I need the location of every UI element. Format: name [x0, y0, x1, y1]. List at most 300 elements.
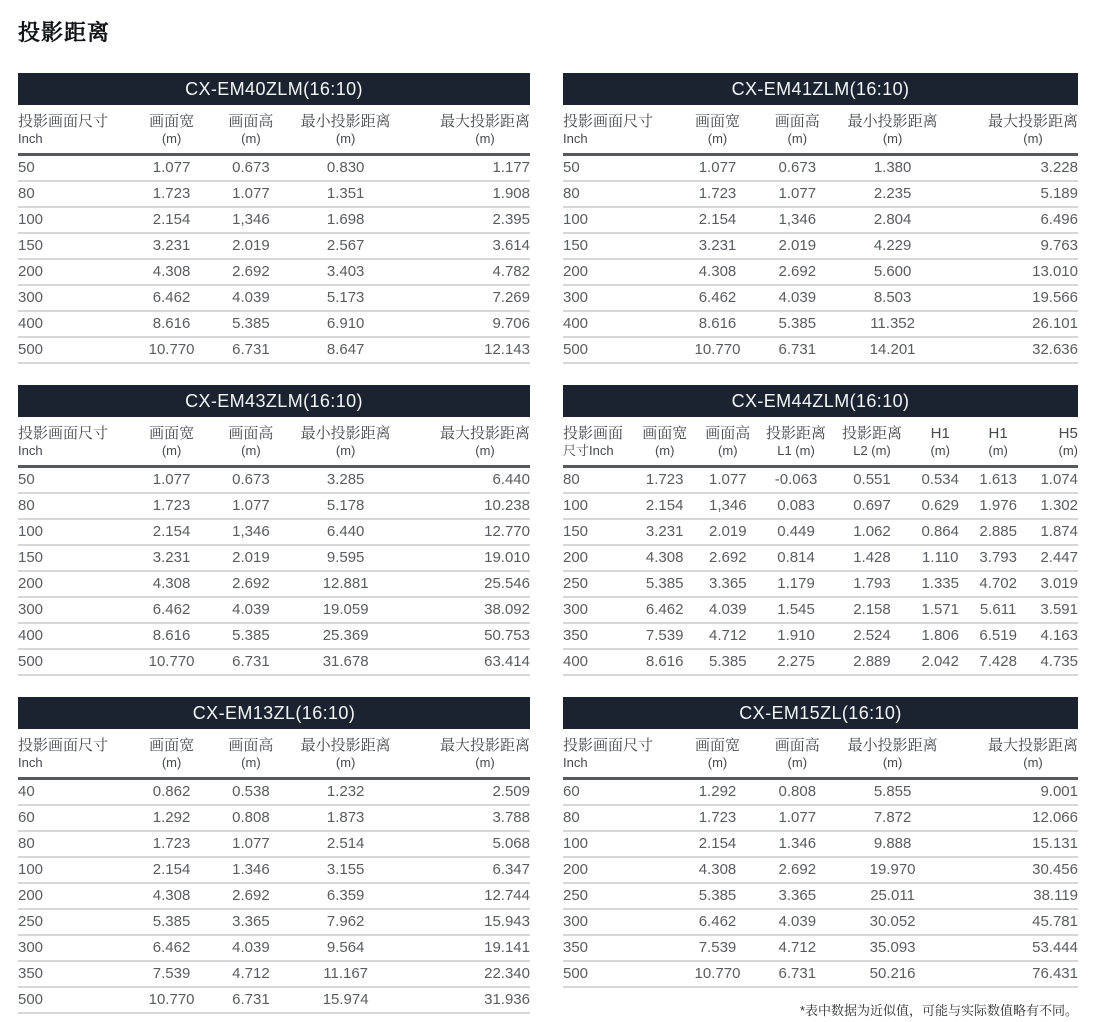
table-cell: 10.770	[676, 337, 758, 363]
table-cell: 1.793	[833, 571, 910, 597]
table-cell: 500	[18, 337, 131, 363]
table-cell: 1.723	[633, 467, 697, 494]
table-cell: 9.001	[949, 779, 1078, 806]
table-cell: 53.444	[949, 935, 1078, 961]
table-cell: 0.083	[759, 493, 834, 519]
table-cell: 100	[563, 207, 676, 233]
table-cell: 1.292	[676, 779, 758, 806]
table-cell: 1.335	[911, 571, 970, 597]
table-cell: 1.077	[213, 493, 290, 519]
table-cell: -0.063	[759, 467, 834, 494]
table-cell: 200	[563, 857, 676, 883]
table-cell: 1.351	[289, 181, 402, 207]
table-cell: 5.189	[949, 181, 1078, 207]
table-cell: 2.154	[131, 519, 213, 545]
column-header: 投影画面尺寸 Inch	[18, 105, 131, 155]
table-cell: 2.509	[402, 779, 530, 806]
table-row	[563, 181, 1078, 207]
table-cell: 0.449	[759, 519, 834, 545]
table-cell: 6.496	[949, 207, 1078, 233]
column-header: 投影画面 尺寸Inch	[563, 417, 633, 467]
table-cell: 19.059	[289, 597, 402, 623]
table-cell: 1.077	[676, 155, 758, 182]
table-cx-em40zlm	[18, 73, 530, 364]
table-cell: 6.462	[131, 285, 213, 311]
table-row	[18, 233, 530, 259]
table-cell: 300	[18, 935, 131, 961]
table-cell: 5.600	[836, 259, 949, 285]
table-cell: 2.692	[213, 259, 290, 285]
table-cell: 6.731	[213, 337, 290, 363]
table-cell: 1.428	[833, 545, 910, 571]
table-cell: 500	[563, 961, 676, 987]
table-row	[563, 935, 1078, 961]
table-cell: 2.019	[213, 233, 290, 259]
tables-grid	[18, 73, 1078, 1019]
table-cell: 1.077	[131, 467, 213, 494]
table-cell: 4.229	[836, 233, 949, 259]
table-cell: 4.712	[759, 935, 836, 961]
table-cell: 6.462	[131, 597, 213, 623]
table-row	[563, 779, 1078, 806]
column-header: 最大投影距离 (m)	[402, 105, 530, 155]
table-row	[18, 285, 530, 311]
table-cell: 4.039	[697, 597, 759, 623]
table-title: CX-EM40ZLM(16:10)	[18, 73, 530, 105]
table-row	[18, 779, 530, 806]
table-cell: 2.154	[676, 831, 758, 857]
table-cell: 500	[18, 649, 131, 675]
table-cell: 0.551	[833, 467, 910, 494]
header-row	[563, 729, 1078, 779]
column-header: 最大投影距离 (m)	[402, 417, 530, 467]
table-cell: 0.673	[213, 155, 290, 182]
table-cell: 4.782	[402, 259, 530, 285]
table-row	[563, 493, 1078, 519]
table-row	[563, 857, 1078, 883]
table-cell: 0.808	[213, 805, 290, 831]
table-cell: 100	[18, 519, 131, 545]
table-row	[563, 207, 1078, 233]
table-row	[18, 571, 530, 597]
column-header: 画面宽 (m)	[676, 729, 758, 779]
column-header: 最小投影距离 (m)	[289, 729, 402, 779]
table-cell: 8.616	[676, 311, 758, 337]
table-cell: 1.077	[213, 181, 290, 207]
table-cell: 5.385	[697, 649, 759, 675]
table-cell: 19.010	[402, 545, 530, 571]
table-cell: 5.173	[289, 285, 402, 311]
table-cell: 9.763	[949, 233, 1078, 259]
table-cell: 400	[563, 649, 633, 675]
column-header: 最小投影距离 (m)	[289, 105, 402, 155]
table-cell: 3.231	[633, 519, 697, 545]
table-row	[18, 857, 530, 883]
table-cell: 2.154	[131, 207, 213, 233]
table-row	[563, 519, 1078, 545]
table-cell: 15.943	[402, 909, 530, 935]
table-cell: 6.731	[759, 961, 836, 987]
table-cell: 80	[563, 467, 633, 494]
table-cell: 1.571	[911, 597, 970, 623]
table-row	[18, 493, 530, 519]
table-cell: 5.068	[402, 831, 530, 857]
table-cell: 60	[18, 805, 131, 831]
table-cell: 50.216	[836, 961, 949, 987]
table-cell: 2.567	[289, 233, 402, 259]
table-cell: 150	[563, 519, 633, 545]
table-cell: 4.702	[970, 571, 1027, 597]
table-cell: 1.062	[833, 519, 910, 545]
table-cell: 1.302	[1026, 493, 1078, 519]
table-cell: 80	[18, 493, 131, 519]
table-cell: 10.770	[131, 337, 213, 363]
table-cell: 8.616	[131, 311, 213, 337]
column-header: H5 (m)	[1026, 417, 1078, 467]
table-cell: 350	[563, 935, 676, 961]
table-cell: 400	[18, 623, 131, 649]
column-header: 画面高 (m)	[213, 105, 290, 155]
table-cell: 1.723	[676, 805, 758, 831]
table-cell: 3.365	[697, 571, 759, 597]
table-cell: 7.962	[289, 909, 402, 935]
table-row	[18, 181, 530, 207]
table-cell: 350	[563, 623, 633, 649]
column-header: 画面宽 (m)	[676, 105, 758, 155]
table-row	[563, 285, 1078, 311]
table-cell: 4.039	[759, 285, 836, 311]
table-cell: 80	[563, 805, 676, 831]
table-cell: 0.830	[289, 155, 402, 182]
column-header: 最大投影距离 (m)	[949, 729, 1078, 779]
table-section-cx-em44zlm	[563, 385, 1078, 676]
column-header: 画面宽 (m)	[131, 105, 213, 155]
table-row	[563, 597, 1078, 623]
table-cell: 3.365	[759, 883, 836, 909]
table-cell: 200	[563, 259, 676, 285]
table-row	[563, 805, 1078, 831]
table-cell: 30.456	[949, 857, 1078, 883]
table-cell: 400	[18, 311, 131, 337]
table-cell: 3.228	[949, 155, 1078, 182]
table-cell: 19.141	[402, 935, 530, 961]
page-title: 投影距离	[18, 20, 111, 45]
table-row	[563, 909, 1078, 935]
table-cell: 1.908	[402, 181, 530, 207]
table-row	[563, 311, 1078, 337]
table-row	[18, 935, 530, 961]
table-cell: 1.346	[759, 831, 836, 857]
table-cell: 7.872	[836, 805, 949, 831]
table-cell: 31.678	[289, 649, 402, 675]
table-row	[18, 545, 530, 571]
table-cell: 250	[563, 571, 633, 597]
table-row	[18, 883, 530, 909]
column-header: 投影画面尺寸 Inch	[563, 729, 676, 779]
table-cell: 0.864	[911, 519, 970, 545]
table-cell: 5.385	[759, 311, 836, 337]
table-cell: 7.539	[633, 623, 697, 649]
table-cell: 2.885	[970, 519, 1027, 545]
table-cell: 12.066	[949, 805, 1078, 831]
table-cx-em43zlm	[18, 385, 530, 676]
table-cell: 60	[563, 779, 676, 806]
table-cx-em15zl	[563, 697, 1078, 988]
table-cell: 2.275	[759, 649, 834, 675]
table-cell: 3.231	[131, 233, 213, 259]
table-cell: 200	[18, 883, 131, 909]
table-cell: 300	[563, 285, 676, 311]
table-cell: 15.974	[289, 987, 402, 1013]
table-cell: 19.566	[949, 285, 1078, 311]
table-cell: 6.519	[970, 623, 1027, 649]
table-cell: 4.712	[213, 961, 290, 987]
table-cell: 6.347	[402, 857, 530, 883]
table-cell: 4.308	[131, 571, 213, 597]
table-cell: 2.514	[289, 831, 402, 857]
table-cell: 6.462	[633, 597, 697, 623]
table-cell: 0.538	[213, 779, 290, 806]
table-cell: 1.077	[131, 155, 213, 182]
table-row	[563, 961, 1078, 987]
table-cell: 14.201	[836, 337, 949, 363]
table-cell: 0.697	[833, 493, 910, 519]
column-header: 画面宽 (m)	[633, 417, 697, 467]
table-cell: 150	[18, 545, 131, 571]
column-header: 画面高 (m)	[697, 417, 759, 467]
table-cell: 3.231	[676, 233, 758, 259]
table-cell: 1.874	[1026, 519, 1078, 545]
table-cell: 2.019	[213, 545, 290, 571]
table-cell: 100	[563, 493, 633, 519]
table-cell: 1.232	[289, 779, 402, 806]
table-cell: 3.155	[289, 857, 402, 883]
table-cell: 1.292	[131, 805, 213, 831]
column-header: 画面高 (m)	[759, 105, 836, 155]
table-cell: 2.042	[911, 649, 970, 675]
table-cell: 1.910	[759, 623, 834, 649]
table-cell: 1.545	[759, 597, 834, 623]
table-row	[18, 597, 530, 623]
table-cell: 50	[18, 155, 131, 182]
table-cell: 2.235	[836, 181, 949, 207]
table-title: CX-EM41ZLM(16:10)	[563, 73, 1078, 105]
table-cell: 500	[563, 337, 676, 363]
table-cell: 350	[18, 961, 131, 987]
table-cell: 3.403	[289, 259, 402, 285]
table-cell: 7.428	[970, 649, 1027, 675]
table-cell: 1.179	[759, 571, 834, 597]
column-header: 最大投影距离 (m)	[949, 105, 1078, 155]
table-title: CX-EM44ZLM(16:10)	[563, 385, 1078, 417]
header-row	[18, 105, 530, 155]
table-cell: 1.698	[289, 207, 402, 233]
table-cell: 300	[18, 285, 131, 311]
table-row	[563, 259, 1078, 285]
table-row	[18, 311, 530, 337]
table-cell: 2.158	[833, 597, 910, 623]
table-cell: 0.534	[911, 467, 970, 494]
table-cell: 5.855	[836, 779, 949, 806]
column-header: 最小投影距离 (m)	[289, 417, 402, 467]
table-cx-em41zlm	[563, 73, 1078, 364]
column-header: 最大投影距离 (m)	[402, 729, 530, 779]
table-cell: 2.019	[759, 233, 836, 259]
table-cell: 1.976	[970, 493, 1027, 519]
data-table	[18, 729, 530, 1014]
table-cell: 1.723	[676, 181, 758, 207]
table-cell: 250	[18, 909, 131, 935]
table-row	[563, 155, 1078, 182]
header-row	[18, 417, 530, 467]
table-cell: 4.308	[633, 545, 697, 571]
table-row	[563, 649, 1078, 675]
table-cell: 3.614	[402, 233, 530, 259]
table-cell: 38.119	[949, 883, 1078, 909]
table-cell: 6.910	[289, 311, 402, 337]
table-cell: 150	[563, 233, 676, 259]
table-cell: 1,346	[213, 519, 290, 545]
table-cell: 2.154	[676, 207, 758, 233]
data-table	[563, 105, 1078, 364]
column-header: 投影画面尺寸 Inch	[563, 105, 676, 155]
table-cell: 250	[563, 883, 676, 909]
table-cell: 3.019	[1026, 571, 1078, 597]
table-row	[18, 337, 530, 363]
table-cell: 7.539	[676, 935, 758, 961]
table-cell: 400	[563, 311, 676, 337]
table-cell: 100	[18, 857, 131, 883]
table-cell: 1,346	[759, 207, 836, 233]
table-cell: 30.052	[836, 909, 949, 935]
table-cell: 5.178	[289, 493, 402, 519]
header-row	[18, 729, 530, 779]
table-row	[18, 519, 530, 545]
table-title: CX-EM43ZLM(16:10)	[18, 385, 530, 417]
table-cell: 3.591	[1026, 597, 1078, 623]
table-cell: 15.131	[949, 831, 1078, 857]
table-cell: 2.692	[759, 259, 836, 285]
table-cell: 300	[563, 597, 633, 623]
table-cell: 38.092	[402, 597, 530, 623]
table-cell: 0.673	[759, 155, 836, 182]
table-cell: 25.369	[289, 623, 402, 649]
table-cell: 200	[18, 259, 131, 285]
table-cell: 32.636	[949, 337, 1078, 363]
table-cell: 3.365	[213, 909, 290, 935]
table-cell: 35.093	[836, 935, 949, 961]
table-row	[563, 545, 1078, 571]
table-cell: 1,346	[213, 207, 290, 233]
header-row	[563, 105, 1078, 155]
column-header: 投影距离 L2 (m)	[833, 417, 910, 467]
table-cell: 1.723	[131, 493, 213, 519]
table-cell: 1,346	[697, 493, 759, 519]
table-cell: 80	[563, 181, 676, 207]
table-cell: 2.154	[131, 857, 213, 883]
data-table	[563, 729, 1078, 988]
table-row	[563, 467, 1078, 494]
table-section-cx-em15zl	[563, 697, 1078, 1019]
table-row	[18, 987, 530, 1013]
table-cell: 1.077	[759, 181, 836, 207]
table-cell: 4.039	[759, 909, 836, 935]
table-cell: 10.238	[402, 493, 530, 519]
table-cell: 6.731	[759, 337, 836, 363]
table-cell: 12.143	[402, 337, 530, 363]
table-row	[18, 259, 530, 285]
table-cell: 45.781	[949, 909, 1078, 935]
table-cell: 150	[18, 233, 131, 259]
column-header: 画面宽 (m)	[131, 729, 213, 779]
table-cell: 1.077	[759, 805, 836, 831]
table-cell: 2.692	[759, 857, 836, 883]
table-cell: 4.735	[1026, 649, 1078, 675]
table-cell: 0.862	[131, 779, 213, 806]
table-cell: 80	[18, 831, 131, 857]
table-cell: 3.231	[131, 545, 213, 571]
table-row	[18, 649, 530, 675]
table-cell: 5.385	[213, 311, 290, 337]
table-cell: 9.888	[836, 831, 949, 857]
data-table	[18, 105, 530, 364]
table-cell: 9.595	[289, 545, 402, 571]
table-cell: 5.385	[213, 623, 290, 649]
table-cell: 300	[18, 597, 131, 623]
table-cell: 3.285	[289, 467, 402, 494]
column-header: 投影画面尺寸 Inch	[18, 417, 131, 467]
table-section-cx-em13zl	[18, 697, 530, 1014]
column-header: 最小投影距离 (m)	[836, 105, 949, 155]
table-cell: 9.706	[402, 311, 530, 337]
table-cell: 2.154	[633, 493, 697, 519]
table-cell: 2.692	[697, 545, 759, 571]
table-cell: 1.074	[1026, 467, 1078, 494]
table-cell: 5.611	[970, 597, 1027, 623]
column-header: 投影画面尺寸 Inch	[18, 729, 131, 779]
table-row	[18, 831, 530, 857]
table-cell: 6.462	[131, 935, 213, 961]
table-row	[18, 909, 530, 935]
table-cell: 5.385	[676, 883, 758, 909]
table-cell: 200	[18, 571, 131, 597]
table-cell: 1.613	[970, 467, 1027, 494]
column-header: H1 (m)	[970, 417, 1027, 467]
table-cell: 25.011	[836, 883, 949, 909]
table-row	[18, 207, 530, 233]
table-cell: 50	[18, 467, 131, 494]
table-cell: 11.167	[289, 961, 402, 987]
table-cell: 10.770	[131, 649, 213, 675]
table-cell: 12.881	[289, 571, 402, 597]
table-cell: 1.723	[131, 831, 213, 857]
table-cell: 2.524	[833, 623, 910, 649]
data-table	[18, 417, 530, 676]
table-cell: 31.936	[402, 987, 530, 1013]
table-section-cx-em43zlm	[18, 385, 530, 676]
table-cell: 0.673	[213, 467, 290, 494]
data-table	[563, 417, 1078, 676]
table-cell: 1.873	[289, 805, 402, 831]
table-cell: 8.616	[131, 623, 213, 649]
header-row	[563, 417, 1078, 467]
table-row	[18, 805, 530, 831]
table-cell: 100	[18, 207, 131, 233]
column-header: 画面高 (m)	[213, 729, 290, 779]
table-cell: 0.629	[911, 493, 970, 519]
table-cell: 26.101	[949, 311, 1078, 337]
table-cell: 4.308	[676, 259, 758, 285]
